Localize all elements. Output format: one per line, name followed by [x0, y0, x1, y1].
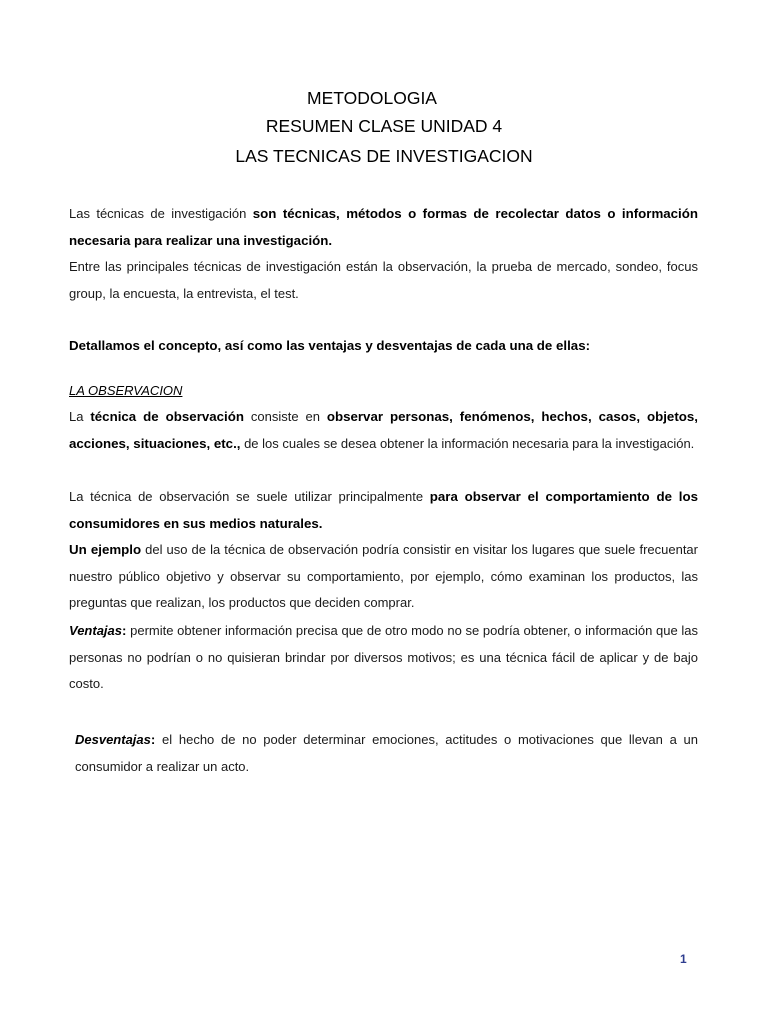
example-text: del uso de la técnica de observación podría consistir en visitar los lugares que suele frecuentar nuestro público objetivo y observar su comportamiento, por ejemplo, cómo examinan los productos, las preguntas que realizan, los productos que deciden comprar.: [69, 542, 698, 610]
doc-title: METODOLOGIA: [307, 88, 437, 108]
observation-definition-paragraph: [69, 404, 698, 457]
intro-definition: son técnicas, métodos o formas de recolectar datos o información necesaria para realizar una investigación.: [69, 206, 699, 248]
section-heading-text: LA OBSERVACION: [69, 383, 183, 398]
example-label: Un ejemplo: [69, 542, 142, 557]
obs-term: técnica de observación: [90, 409, 244, 424]
section-heading-observation: [69, 378, 698, 405]
advantages-colon: :: [122, 623, 127, 638]
disadvantages-paragraph: [75, 727, 698, 780]
disadvantages-text: el hecho de no poder determinar emociones, actitudes o motivaciones que llevan a un consumidor a realizar un acto.: [75, 732, 698, 774]
example-paragraph: [69, 537, 698, 617]
observation-usage-paragraph: [69, 484, 698, 537]
techniques-list-paragraph: Entre las principales técnicas de investigación están la observación, la prueba de mercado, sondeo, focus group, la encuesta, la entrevista, el test.: [69, 259, 698, 301]
disadvantages-label: Desventajas: [75, 732, 151, 747]
details-intro: Detallamos el concepto, así como las ventajas y desventajas de cada una de ellas:: [69, 338, 591, 353]
obs-objects: observar personas, fenómenos, hechos, casos, objetos, acciones, situaciones, etc.,: [69, 409, 698, 451]
obs-text-e: de los cuales se desea obtener la información necesaria para la investigación.: [240, 435, 695, 451]
advantages-text: permite obtener información precisa que de otro modo no se podría obtener, o información que las personas no podrían o no quisieran brindar por diversos motivos; es una técnica fácil de aplicar y de bajo costo.: [69, 623, 698, 691]
doc-topic-title: LAS TECNICAS DE INVESTIGACION: [235, 146, 533, 166]
obs-text-a: La: [69, 409, 91, 424]
disadvantages-colon: :: [150, 732, 156, 747]
doc-subtitle: RESUMEN CLASE UNIDAD 4: [265, 116, 503, 136]
intro-paragraph: [69, 201, 698, 254]
obs-text-c: consiste en: [244, 409, 327, 424]
intro-text: Las técnicas de investigación: [69, 206, 253, 221]
advantages-label: Ventajas: [69, 623, 122, 638]
usage-purpose: para observar el comportamiento de los consumidores en sus medios naturales.: [69, 489, 698, 531]
page-number: 1: [680, 952, 687, 966]
advantages-paragraph: [69, 618, 698, 698]
usage-text: La técnica de observación se suele utilizar principalmente: [69, 489, 430, 504]
